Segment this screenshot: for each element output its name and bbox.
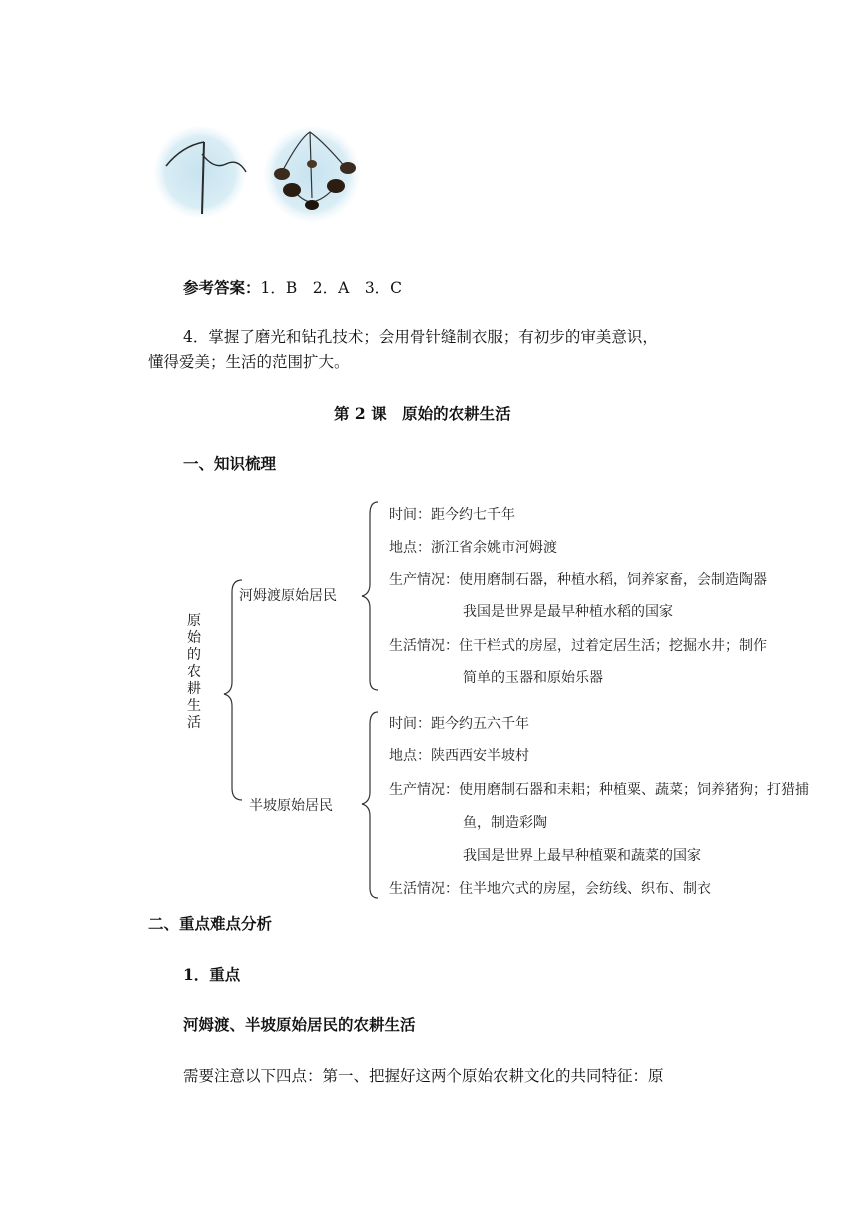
banpo-label: 半坡原始居民 — [249, 798, 333, 814]
root-bracket — [224, 580, 242, 800]
shell-necklace-illustration — [262, 124, 362, 224]
answer-q4-line1: 4．掌握了磨光和钻孔技术；会用骨针缝制衣服；有初步的审美意识， — [183, 328, 658, 346]
hemudu-life-2: 简单的玉器和原始乐器 — [463, 670, 603, 686]
banpo-life-1: 生活情况：住半地穴式的房屋，会纺线、织布、制衣 — [389, 881, 711, 897]
banpo-production-3: 我国是世界上最早种植粟和蔬菜的国家 — [463, 848, 701, 864]
answer-items: 1．B 2．A 3．C — [260, 279, 403, 297]
banpo-time: 时间：距今约五六千年 — [389, 716, 529, 732]
hemudu-life-1: 生活情况：住干栏式的房屋，过着定居生活；挖掘水井；制作 — [389, 638, 767, 654]
lesson-title: 第 2 课 原始的农耕生活 — [334, 404, 511, 423]
diagram-root-label: 原始的农耕生活 — [187, 613, 201, 731]
answer-q4-line2: 懂得爱美；生活的范围扩大。 — [148, 353, 350, 371]
body-paragraph: 需要注意以下四点：第一、把握好这两个原始农耕文化的共同特征：原 — [183, 1067, 664, 1085]
bone-needle-illustration — [152, 124, 248, 220]
banpo-production-1: 生产情况：使用磨制石器和耒耜；种植粟、蔬菜；饲养猪狗；打猎捕 — [389, 782, 809, 798]
answer-line — [183, 278, 402, 298]
banpo-bracket — [362, 712, 378, 898]
hemudu-place: 地点：浙江省余姚市河姆渡 — [389, 540, 557, 556]
banpo-place: 地点：陕西西安半坡村 — [389, 748, 529, 764]
subheading: 河姆渡、半坡原始居民的农耕生活 — [183, 1015, 416, 1034]
answer-label: 参考答案： — [183, 278, 261, 297]
hemudu-time: 时间：距今约七千年 — [389, 507, 515, 523]
hemudu-label: 河姆渡原始居民 — [239, 588, 337, 604]
point-heading-1: 1．重点 — [183, 965, 241, 984]
hemudu-production-2: 我国是世界是最早种植水稻的国家 — [463, 604, 673, 620]
section-heading-1: 一、知识梳理 — [183, 454, 277, 473]
banpo-production-2: 鱼，制造彩陶 — [463, 815, 547, 831]
bone-needle-icon — [152, 124, 248, 220]
shell-necklace-icon — [262, 124, 362, 224]
section-heading-2: 二、重点难点分析 — [148, 914, 273, 933]
hemudu-production-1: 生产情况：使用磨制石器，种植水稻，饲养家畜，会制造陶器 — [389, 572, 767, 588]
hemudu-bracket — [362, 502, 378, 690]
